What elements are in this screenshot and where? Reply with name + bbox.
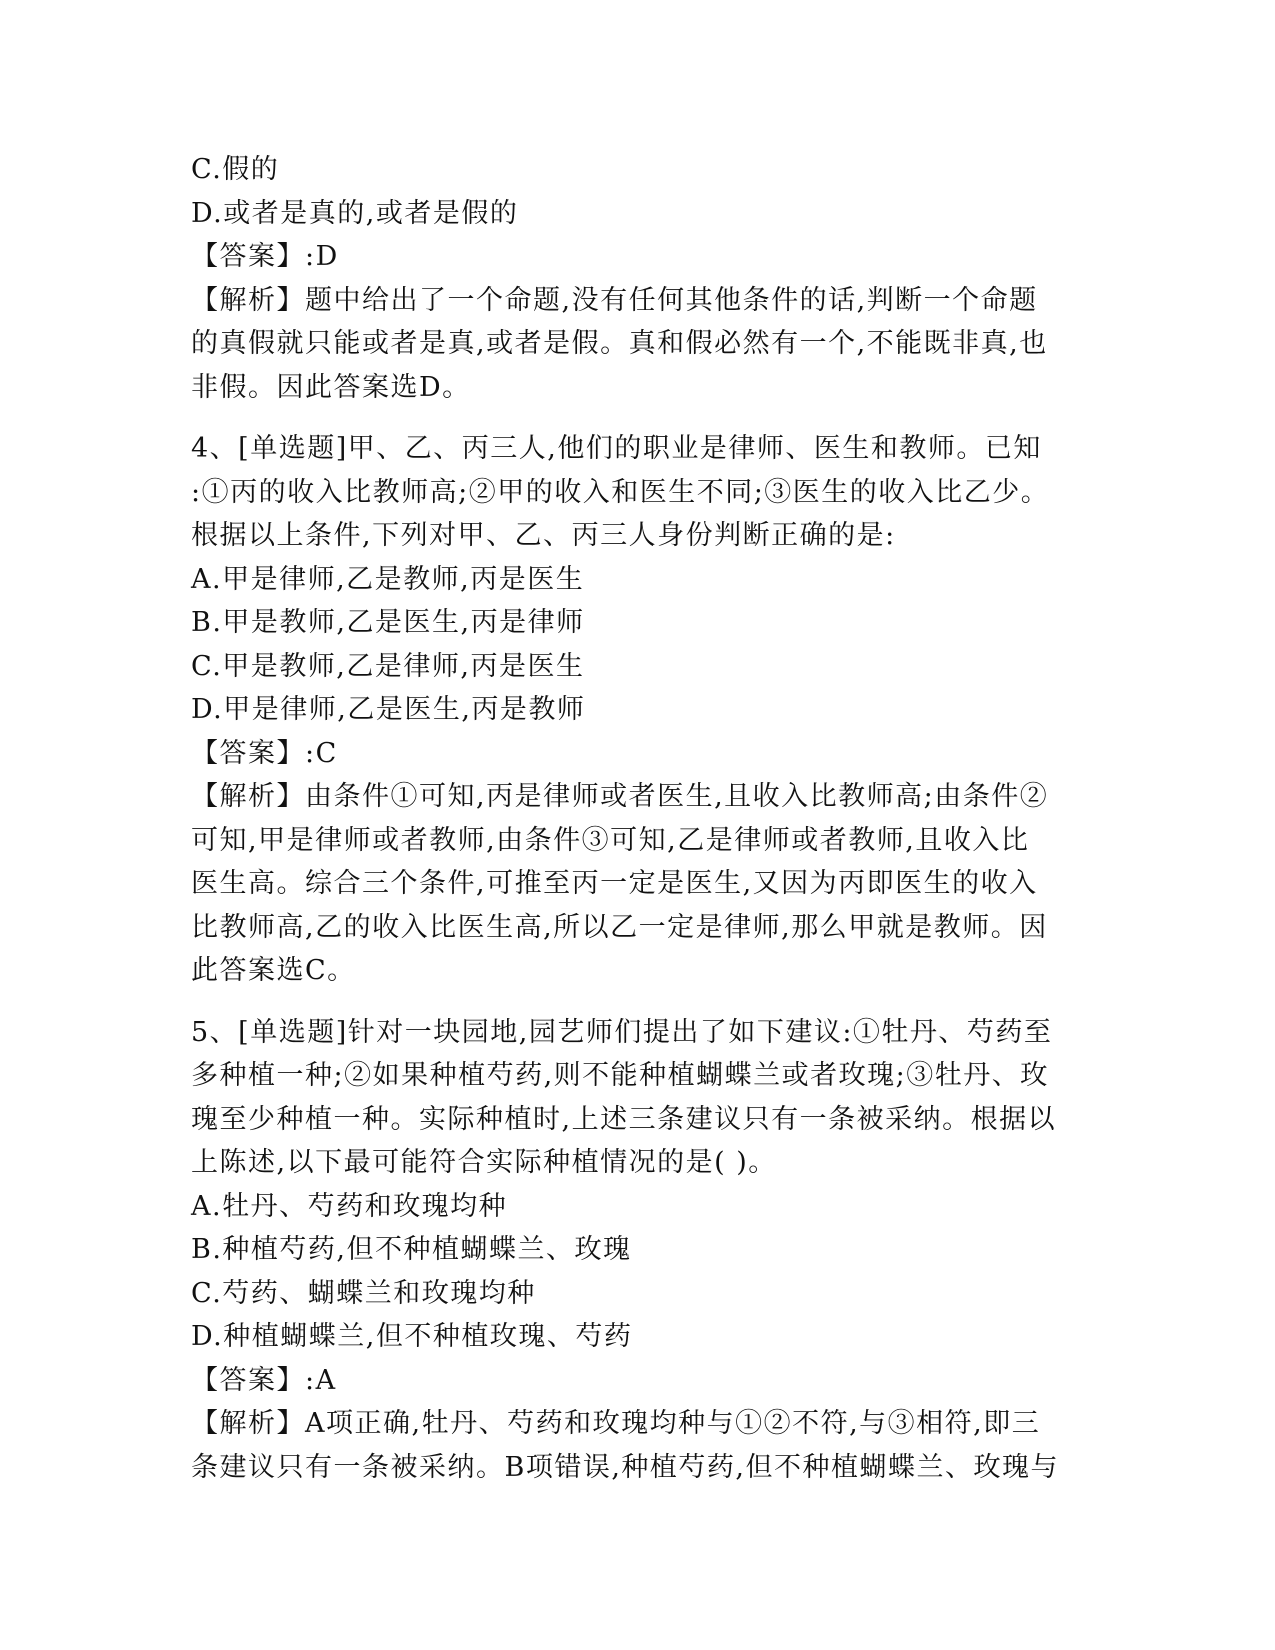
section-gap: [191, 409, 1091, 427]
analysis-line: 此答案选C。: [191, 955, 356, 986]
option-c: C.芍药、蝴蝶兰和玫瑰均种: [191, 1277, 536, 1309]
question-4: [191, 427, 1091, 993]
analysis-line: 条建议只有一条被采纳。B项错误,种植芍药,但不种植蝴蝶兰、玫瑰与: [191, 1451, 1060, 1483]
answer-line: 【答案】:A: [191, 1364, 337, 1396]
question-stem-line: :①丙的收入比教师高;②甲的收入和医生不同;③医生的收入比乙少。: [191, 476, 1050, 508]
option-c: C.假的: [191, 154, 280, 185]
question-stem-line: 5、[单选题]针对一块园地,园艺师们提出了如下建议:①牡丹、芍药至: [191, 1016, 1053, 1048]
analysis-line: 比教师高,乙的收入比医生高,所以乙一定是律师,那么甲就是教师。因: [191, 911, 1048, 943]
question-5: [191, 1011, 1091, 1490]
analysis-line: 【解析】A项正确,牡丹、芍药和玫瑰均种与①②不符,与③相符,即三: [191, 1408, 1041, 1439]
option-a: A.牡丹、芍药和玫瑰均种: [191, 1190, 508, 1222]
question-stem-line: 根据以上条件,下列对甲、乙、丙三人身份判断正确的是:: [191, 520, 896, 551]
question-stem-line: 多种植一种;②如果种植芍药,则不能种植蝴蝶兰或者玫瑰;③牡丹、玫: [191, 1060, 1049, 1091]
option-b: B.甲是教师,乙是医生,丙是律师: [191, 607, 585, 638]
analysis-line: 【解析】由条件①可知,丙是律师或者医生,且收入比教师高;由条件②: [191, 781, 1049, 812]
option-d: D.种植蝴蝶兰,但不种植玫瑰、芍药: [191, 1321, 633, 1352]
option-d: D.或者是真的,或者是假的: [191, 197, 519, 229]
option-c: C.甲是教师,乙是律师,丙是医生: [191, 650, 585, 682]
option-d: D.甲是律师,乙是医生,丙是教师: [191, 694, 586, 725]
analysis-line: 医生高。综合三个条件,可推至丙一定是医生,又因为丙即医生的收入: [191, 868, 1038, 899]
section-gap: [191, 993, 1091, 1011]
question-3-tail: [191, 148, 1091, 409]
question-stem-line: 上陈述,以下最可能符合实际种植情况的是( )。: [191, 1147, 777, 1178]
analysis-line: 【解析】题中给出了一个命题,没有任何其他条件的话,判断一个命题: [191, 284, 1038, 316]
document-page: [191, 148, 1091, 1489]
option-a: A.甲是律师,乙是教师,丙是医生: [191, 563, 585, 595]
option-b: B.种植芍药,但不种植蝴蝶兰、玫瑰: [191, 1234, 632, 1265]
analysis-line: 非假。因此答案选D。: [191, 371, 471, 403]
analysis-line: 可知,甲是律师或者教师,由条件③可知,乙是律师或者教师,且收入比: [191, 824, 1030, 856]
question-stem-line: 瑰至少种植一种。实际种植时,上述三条建议只有一条被采纳。根据以: [191, 1103, 1057, 1135]
analysis-line: 的真假就只能或者是真,或者是假。真和假必然有一个,不能既非真,也: [191, 328, 1048, 359]
answer-line: 【答案】:D: [191, 241, 339, 272]
answer-line: 【答案】:C: [191, 737, 338, 769]
question-stem-line: 4、[单选题]甲、乙、丙三人,他们的职业是律师、医生和教师。已知: [191, 433, 1042, 464]
